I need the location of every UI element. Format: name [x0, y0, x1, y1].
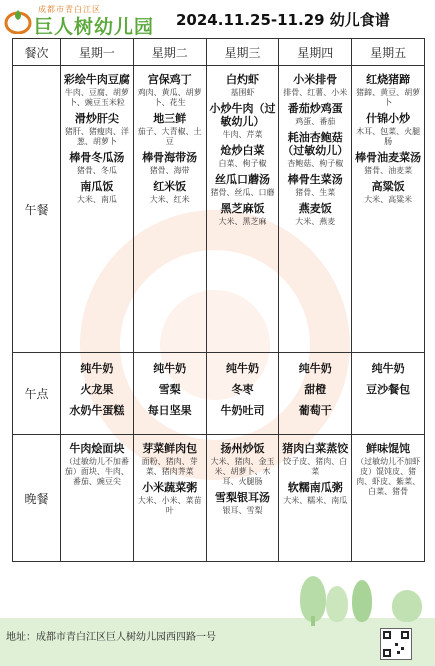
day-header: 星期四	[279, 39, 352, 66]
dish-name: 黑芝麻饭	[220, 202, 265, 215]
dish-ingredients: 猪骨、海带	[149, 166, 190, 175]
meal-cell	[61, 435, 134, 562]
dish-ingredients: 猪骨、丝瓜、口蘑	[210, 188, 275, 197]
dish-name: 番茄炒鸡蛋	[287, 102, 343, 115]
dish-name: 芽菜鲜肉包	[142, 442, 198, 455]
dish-name: 雪梨	[158, 383, 181, 396]
dish-name: 小炒牛肉（过敏幼儿）	[209, 102, 276, 128]
dish-ingredients: 牛肉、豆腐、胡萝卜、豌豆玉米粒	[64, 88, 129, 107]
menu-table	[12, 38, 425, 562]
meal-cell	[206, 353, 279, 435]
tree-decoration	[392, 590, 422, 622]
dish-name: 冬枣	[231, 383, 254, 396]
dish-ingredients: 大米、南瓜	[76, 195, 117, 204]
meal-cell	[206, 435, 279, 562]
meal-cell	[206, 66, 279, 353]
dish-ingredients: 大米、糯米、南瓜	[283, 496, 348, 505]
dish-name: 葡萄干	[298, 404, 332, 417]
qr-code-icon	[380, 628, 412, 660]
dish-ingredients: 大米、猪肉、金玉米、胡萝卜、木耳、火腿肠	[210, 457, 275, 486]
meal-cell	[352, 353, 425, 435]
dish-name: 纯牛奶	[153, 362, 187, 375]
dish-ingredients: 大米、燕麦	[295, 217, 336, 226]
dish-name: 小米排骨	[293, 73, 338, 86]
dish-name: 水奶牛蛋糕	[69, 404, 125, 417]
dish-ingredients: 银耳、雪梨	[222, 506, 263, 515]
dish-name: 红烧猪蹄	[366, 73, 411, 86]
school-address: 地址：成都市青白江区巨人树幼儿园西四路一号	[6, 632, 216, 643]
school-logo	[4, 2, 154, 36]
dish-name: 纯牛奶	[225, 362, 259, 375]
meal-cell	[279, 435, 352, 562]
day-header: 星期五	[352, 39, 425, 66]
dish-name: 白灼虾	[225, 73, 259, 86]
meal-cell	[133, 66, 206, 353]
meal-cell	[133, 353, 206, 435]
meal-label-dinner: 晚餐	[13, 435, 61, 562]
dish-name: 滑炒肝尖	[74, 112, 119, 125]
dish-ingredients: 大米、高粱米	[364, 195, 413, 204]
dish-ingredients: 木耳、包菜、火腿肠	[356, 127, 421, 146]
dish-name: 纯牛奶	[371, 362, 405, 375]
dish-name: 丝瓜口蘑汤	[214, 173, 270, 186]
dish-name: 宫保鸡丁	[147, 73, 192, 86]
dish-name: 纯牛奶	[298, 362, 332, 375]
dish-name: 牛奶吐司	[220, 404, 265, 417]
dish-name: 燕麦饭	[298, 202, 332, 215]
page-footer	[0, 576, 435, 666]
dish-ingredients: 排骨、红薯、小米	[283, 88, 348, 97]
dish-name: 棒骨生菜汤	[287, 173, 343, 186]
dish-name: 红米饭	[153, 180, 187, 193]
meal-cell	[133, 435, 206, 562]
corner-cell: 餐次	[13, 39, 61, 66]
school-district: 成都市青白江区	[38, 5, 101, 14]
dish-ingredients: 鸡肉、黄瓜、胡萝卜、花生	[137, 88, 202, 107]
dish-ingredients: 猪骨、生菜	[295, 188, 336, 197]
meal-cell	[61, 66, 134, 353]
dish-name: 炝炒白菜	[220, 144, 265, 157]
dish-ingredients: （过敏幼儿不加虾皮）馄饨皮、猪肉、虾皮、紫菜、白菜、猪骨	[356, 457, 421, 496]
dish-name: 小米蔬菜粥	[142, 481, 198, 494]
day-header: 星期三	[206, 39, 279, 66]
dish-ingredients: 猪蹄、黄豆、胡萝卜	[356, 88, 421, 107]
dish-name: 高粱饭	[371, 180, 405, 193]
dish-ingredients: （过敏幼儿不加番茄）面块、牛肉、番茄、豌豆尖	[64, 457, 129, 486]
dish-ingredients: 牛肉、芹菜	[222, 130, 263, 139]
dish-ingredients: 饺子皮、猪肉、白菜	[283, 457, 348, 476]
page-title: 2024.11.25-11.29 幼儿食谱	[176, 11, 390, 29]
dish-name: 豆沙餐包	[366, 383, 411, 396]
tree-trunk-decoration	[311, 616, 315, 626]
dish-ingredients: 白菜、枸子椒	[218, 159, 267, 168]
page-header	[0, 0, 435, 38]
dinner-row	[13, 435, 425, 562]
dish-name: 火龙果	[80, 383, 114, 396]
dish-ingredients: 杏鲍菇、枸子椒	[287, 159, 344, 168]
lunch-row	[13, 66, 425, 353]
header-row	[13, 39, 425, 66]
tree-decoration	[326, 586, 348, 622]
dish-name: 什锦小炒	[366, 112, 411, 125]
dish-name: 牛肉烩面块	[69, 442, 125, 455]
dish-ingredients: 基围虾	[230, 88, 255, 97]
dish-name: 每日坚果	[147, 404, 192, 417]
dish-ingredients: 猪骨、油麦菜	[364, 166, 413, 175]
dish-name: 扬州炒饭	[220, 442, 265, 455]
meal-cell	[352, 435, 425, 562]
school-logo-icon	[4, 8, 32, 34]
dish-ingredients: 鸡蛋、番茄	[295, 117, 336, 126]
dish-name: 地三鲜	[153, 112, 187, 125]
school-name: 巨人树幼儿园	[34, 16, 155, 38]
dish-name: 南瓜饭	[80, 180, 114, 193]
dish-name: 彩绘牛肉豆腐	[63, 73, 130, 86]
tree-decoration	[352, 580, 372, 622]
dish-name: 软糯南瓜粥	[287, 481, 343, 494]
day-header: 星期一	[61, 39, 134, 66]
dish-name: 耗油杏鲍菇（过敏幼儿）	[282, 131, 349, 157]
dish-ingredients: 大米、红米	[149, 195, 190, 204]
meal-label-lunch: 午餐	[13, 66, 61, 353]
dish-name: 雪梨银耳汤	[214, 491, 270, 504]
dish-name: 棒骨海带汤	[142, 151, 198, 164]
meal-label-snack: 午点	[13, 353, 61, 435]
meal-cell	[279, 66, 352, 353]
dish-name: 棒骨油麦菜汤	[355, 151, 422, 164]
dish-name: 鲜味馄饨	[366, 442, 411, 455]
dish-name: 棒骨冬瓜汤	[69, 151, 125, 164]
dish-ingredients: 大米、黑芝麻	[218, 217, 267, 226]
day-header: 星期二	[133, 39, 206, 66]
dish-name: 纯牛奶	[80, 362, 114, 375]
dish-ingredients: 猪骨、冬瓜	[76, 166, 117, 175]
dish-ingredients: 茄子、大青椒、土豆	[137, 127, 202, 146]
dish-name: 猪肉白菜蒸饺	[282, 442, 349, 455]
dish-ingredients: 面粉、猪肉、芽菜、猪肉荠菜	[141, 457, 198, 476]
meal-cell	[352, 66, 425, 353]
snack-row	[13, 353, 425, 435]
meal-cell	[61, 353, 134, 435]
dish-ingredients: 猪肝、猪瘦肉、洋葱、胡萝卜	[64, 127, 129, 146]
meal-cell	[279, 353, 352, 435]
dish-ingredients: 大米、小米、菜苗叶	[137, 496, 202, 515]
dish-name: 甜橙	[304, 383, 327, 396]
